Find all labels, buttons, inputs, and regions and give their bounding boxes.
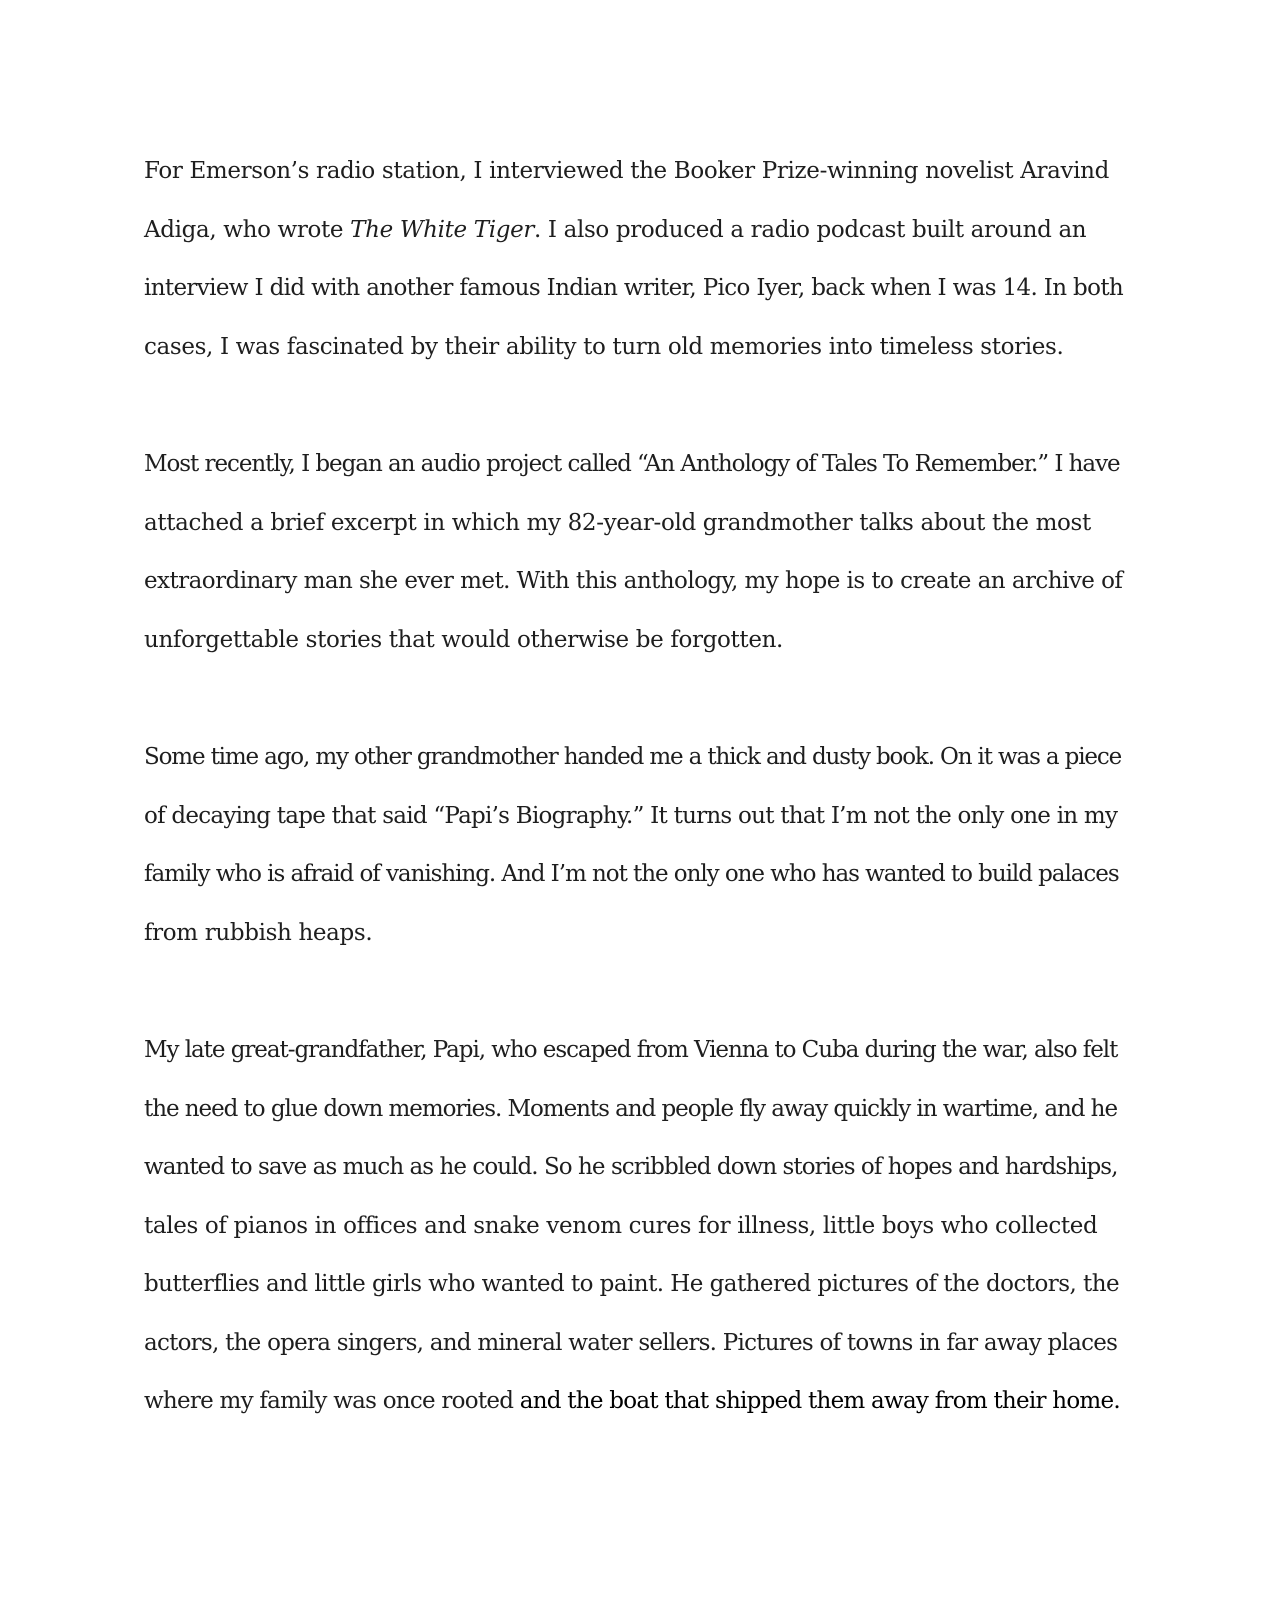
text-line: family who is afraid of vanishing. And I’m not the only one who has wanted to build palaces: [144, 861, 1119, 888]
text-line: [144, 201, 1124, 260]
paragraph-3: [144, 728, 1124, 962]
text-segment-darker: and the boat that shipped them away from their home.: [519, 1388, 1120, 1415]
book-title: The White Tiger: [350, 216, 534, 243]
text-segment: where my family was once rooted: [144, 1388, 520, 1415]
text-segment: . I also produced a radio podcast built around an: [533, 216, 1087, 243]
text-line: For Emerson’s radio station, I interviewed the Booker Prize-winning novelist Aravind: [144, 158, 1110, 184]
paragraph-1: [144, 142, 1124, 376]
text-line: of decaying tape that said “Papi’s Biography.” It turns out that I’m not the only one in my: [144, 802, 1118, 829]
text-line: interview I did with another famous Indian writer, Pico Iyer, back when I was 14. In both: [144, 275, 1124, 302]
text-line: unforgettable stories that would otherwise be forgotten.: [144, 626, 784, 653]
text-line: butterflies and little girls who wanted to paint. He gathered pictures of the doctors, the: [144, 1271, 1120, 1298]
text-line: from rubbish heaps.: [144, 919, 373, 946]
text-line: Some time ago, my other grandmother handed me a thick and dusty book. On it was a piece: [144, 743, 1122, 770]
paragraph-4: [144, 1021, 1124, 1431]
text-segment: Adiga, who wrote: [144, 216, 351, 243]
text-line: attached a brief excerpt in which my 82-year-old grandmother talks about the most: [144, 509, 1091, 536]
text-line: tales of pianos in offices and snake venom cures for illness, little boys who collected: [144, 1212, 1098, 1239]
text-line: wanted to save as much as he could. So he scribbled down stories of hopes and hardships,: [144, 1154, 1118, 1181]
text-line: actors, the opera singers, and mineral water sellers. Pictures of towns in far away places: [144, 1329, 1118, 1356]
text-line: cases, I was fascinated by their ability to turn old memories into timeless stories.: [144, 333, 1064, 360]
document-body: [144, 142, 1124, 1431]
text-line: extraordinary man she ever met. With this anthology, my hope is to create an archive of: [144, 568, 1123, 595]
text-line: My late great-grandfather, Papi, who escaped from Vienna to Cuba during the war, also felt: [144, 1036, 1118, 1063]
text-line: the need to glue down memories. Moments and people fly away quickly in wartime, and he: [144, 1095, 1118, 1122]
text-line: [144, 1372, 1124, 1431]
text-line: Most recently, I began an audio project called “An Anthology of Tales To Remember.” I have: [144, 450, 1120, 477]
paragraph-2: [144, 435, 1124, 669]
